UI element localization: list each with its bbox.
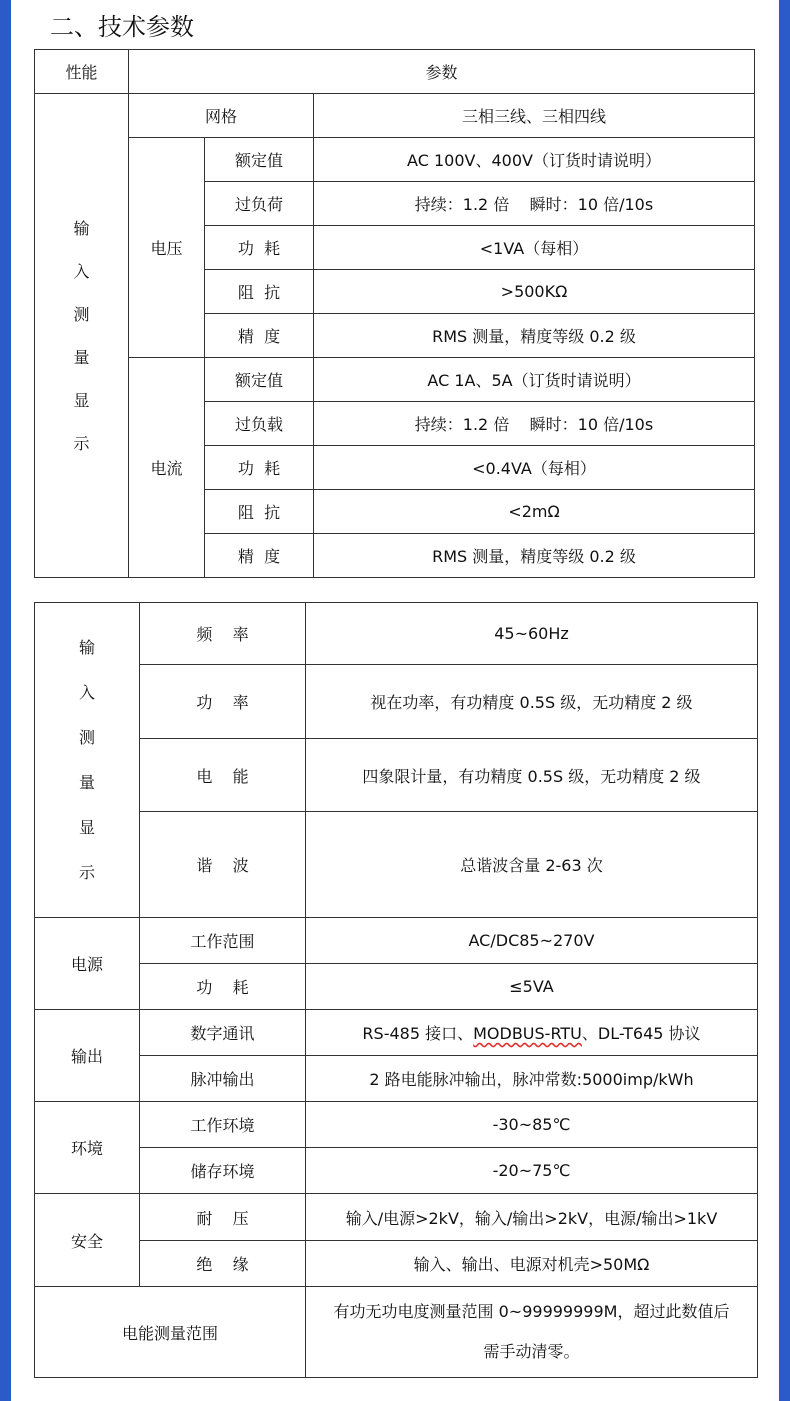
row-label: 功 耗 [205,446,314,490]
table-row [35,964,758,1010]
row-value: 持续：1.2 倍 瞬时：10 倍/10s [314,402,755,446]
row-label: 储存环境 [140,1148,306,1194]
table-row [35,603,758,665]
energy-range-line1: 有功无功电度测量范围 0~99999999M，超过此数值后 [333,1302,730,1321]
category-input-measure-display: 输 入 测 量 显 示 [35,94,129,578]
row-label: 网格 [129,94,314,138]
row-value: RMS 测量，精度等级 0.2 级 [314,314,755,358]
row-value: 三相三线、三相四线 [314,94,755,138]
category-input-measure-display: 输 入 测 量 显 示 [35,603,140,918]
row-value: ≤5VA [306,964,758,1010]
row-label: 过负载 [205,402,314,446]
table-row [35,358,755,402]
row-label: 功 耗 [205,226,314,270]
table-row [35,1241,758,1287]
table-row [35,94,755,138]
header-performance: 性能 [35,50,129,94]
group-voltage: 电压 [129,138,205,358]
table-row [35,739,758,812]
row-label: 精 度 [205,314,314,358]
modbus-underlined-text: MODBUS-RTU [473,1024,582,1043]
value-prefix: RS-485 接口、 [362,1024,474,1043]
row-label: 脉冲输出 [140,1056,306,1102]
row-value: >500KΩ [314,270,755,314]
row-value: <1VA（每相） [314,226,755,270]
row-label: 阻 抗 [205,490,314,534]
row-value: 持续：1.2 倍 瞬时：10 倍/10s [314,182,755,226]
row-value: 输入、输出、电源对机壳>50MΩ [306,1241,758,1287]
row-label: 额定值 [205,358,314,402]
energy-range-line2: 需手动清零。 [483,1342,580,1361]
right-edge-bar [779,0,790,1401]
row-value: 2 路电能脉冲输出，脉冲常数:5000imp/kWh [306,1056,758,1102]
row-value: 总谐波含量 2-63 次 [306,812,758,918]
table-row [35,665,758,739]
row-value: RMS 测量，精度等级 0.2 级 [314,534,755,578]
row-value [306,1010,758,1056]
energy-range-label: 电能测量范围 [35,1287,306,1378]
group-environment: 环境 [35,1102,140,1194]
row-value: 视在功率，有功精度 0.5S 级，无功精度 2 级 [306,665,758,739]
row-label: 数字通讯 [140,1010,306,1056]
row-label: 电 能 [140,739,306,812]
row-label: 功 耗 [140,964,306,1010]
row-label: 工作范围 [140,918,306,964]
row-value: AC 1A、5A（订货时请说明） [314,358,755,402]
input-measurement-table [34,49,755,578]
table-row [35,138,755,182]
table-header-row [35,50,755,94]
table-row [35,812,758,918]
left-edge-bar [0,0,11,1401]
row-label: 功 率 [140,665,306,739]
row-value: <0.4VA（每相） [314,446,755,490]
row-value: -30~85℃ [306,1102,758,1148]
row-label: 精 度 [205,534,314,578]
value-suffix: 、DL-T645 协议 [581,1024,701,1043]
row-value: AC 100V、400V（订货时请说明） [314,138,755,182]
row-label: 耐 压 [140,1194,306,1241]
group-safety: 安全 [35,1194,140,1287]
row-label: 谐 波 [140,812,306,918]
header-parameters: 参数 [129,50,755,94]
row-label: 频 率 [140,603,306,665]
row-label: 绝 缘 [140,1241,306,1287]
row-value: 输入/电源>2kV，输入/输出>2kV，电源/输出>1kV [306,1194,758,1241]
row-value: <2mΩ [314,490,755,534]
row-value: 45~60Hz [306,603,758,665]
row-value: AC/DC85~270V [306,918,758,964]
table-row [35,1056,758,1102]
table-row [35,1194,758,1241]
table-row [35,1287,758,1378]
table-row [35,1010,758,1056]
table-row [35,1148,758,1194]
row-value: 四象限计量，有功精度 0.5S 级，无功精度 2 级 [306,739,758,812]
group-power-supply: 电源 [35,918,140,1010]
page-title: 二、技术参数 [50,13,194,41]
table-row [35,918,758,964]
extended-spec-table [34,602,758,1378]
row-value: -20~75℃ [306,1148,758,1194]
table-row [35,1102,758,1148]
row-label: 过负荷 [205,182,314,226]
row-label: 额定值 [205,138,314,182]
row-label: 工作环境 [140,1102,306,1148]
group-current: 电流 [129,358,205,578]
row-label: 阻 抗 [205,270,314,314]
energy-range-value [306,1287,758,1378]
group-output: 输出 [35,1010,140,1102]
